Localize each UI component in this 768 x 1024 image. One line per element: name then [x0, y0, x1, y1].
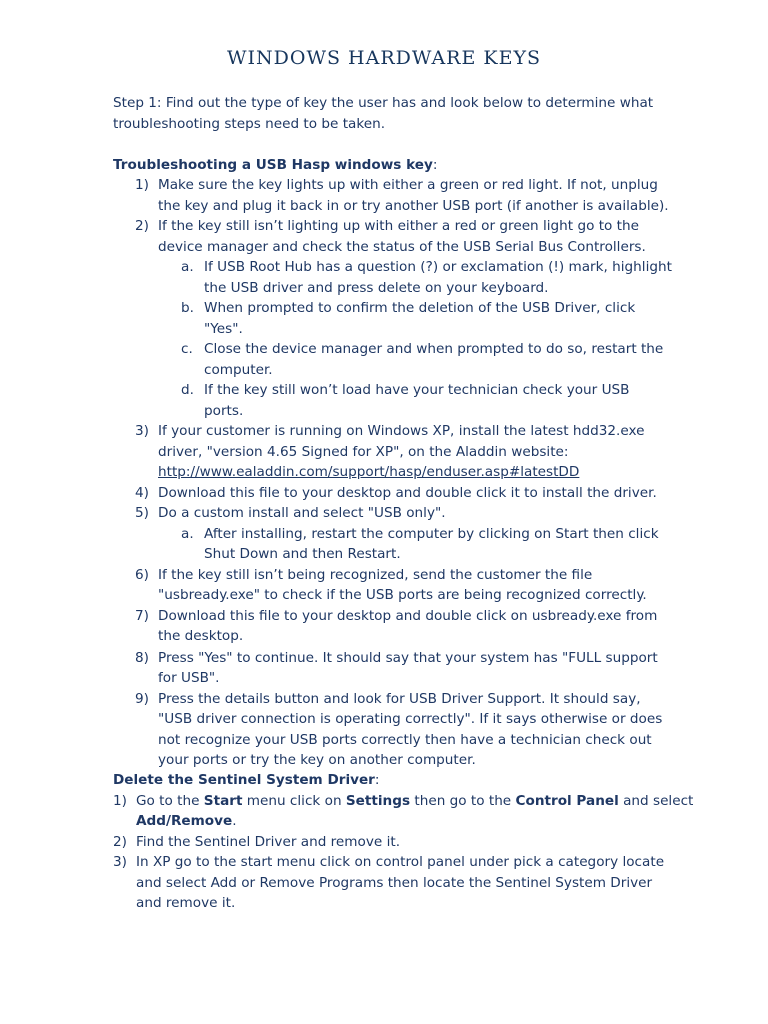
text-run: .	[232, 813, 237, 829]
list-item-text: Find the Sentinel Driver and remove it.	[136, 834, 401, 850]
usb-heading-text: Troubleshooting a USB Hasp windows key	[113, 157, 433, 173]
add-remove-term: Add/Remove	[136, 813, 233, 829]
list-item-text: the key and plug it back in or try another USB port (if another is available).	[158, 198, 669, 214]
sentinel-section-heading	[113, 770, 379, 790]
list-item-text: In XP go to the start menu click on control panel under pick a category locate	[136, 854, 665, 870]
list-number: 1)	[113, 793, 127, 809]
list-number: 6)	[135, 567, 149, 583]
intro-line-2: troubleshooting steps need to be taken.	[113, 116, 386, 132]
text-run: menu click on	[242, 793, 346, 809]
text-run: and select	[618, 793, 694, 809]
page-title: WINDOWS HARDWARE KEYS	[226, 47, 542, 69]
sublist-item-text: the USB driver and press delete on your keyboard.	[204, 280, 549, 296]
sublist-item-text: After installing, restart the computer by clicking on Start then click	[204, 526, 659, 542]
text-run: then go to the	[410, 793, 516, 809]
sentinel-heading-text: Delete the Sentinel System Driver	[113, 772, 375, 788]
usb-heading-colon: :	[432, 157, 438, 173]
settings-term: Settings	[345, 793, 411, 809]
sublist-letter: d.	[181, 382, 194, 398]
intro-line-1: Step 1: Find out the type of key the user has and look below to determine what	[113, 95, 654, 111]
sublist-letter: a.	[181, 259, 194, 275]
list-item-text: Do a custom install and select "USB only".	[158, 505, 446, 521]
list-number: 7)	[135, 608, 149, 624]
list-item-text: for USB".	[158, 670, 220, 686]
list-item-text: If your customer is running on Windows XP, install the latest hdd32.exe	[158, 423, 645, 439]
list-item-text: and select Add or Remove Programs then locate the Sentinel System Driver	[136, 875, 653, 891]
list-item-text: "USB driver connection is operating correctly". If it says otherwise or does	[158, 711, 663, 727]
list-item-text: device manager and check the status of the USB Serial Bus Controllers.	[158, 239, 646, 255]
list-item-text: not recognize your USB ports correctly then have a technician check out	[158, 732, 652, 748]
sublist-item-text: If the key still won’t load have your technician check your USB	[204, 382, 630, 398]
start-menu-term: Start	[203, 793, 243, 809]
sublist-item-text: Shut Down and then Restart.	[204, 546, 401, 562]
sublist-letter: c.	[181, 341, 193, 357]
list-item-text: Download this file to your desktop and double click it to install the driver.	[158, 485, 657, 501]
list-item-text: Download this file to your desktop and double click on usbready.exe from	[158, 608, 658, 624]
list-item-text: your ports or try the key on another computer.	[158, 752, 476, 768]
sublist-letter: b.	[181, 300, 194, 316]
list-number: 9)	[135, 691, 149, 707]
list-item-text: and remove it.	[136, 895, 236, 911]
list-item-text: Press the details button and look for USB Driver Support. It should say,	[158, 691, 641, 707]
list-number: 3)	[135, 423, 149, 439]
list-item-text: Press "Yes" to continue. It should say that your system has "FULL support	[158, 650, 658, 666]
list-number: 4)	[135, 485, 149, 501]
list-item-text: If the key still isn’t lighting up with either a red or green light go to the	[158, 218, 639, 234]
list-item-text: the desktop.	[158, 628, 244, 644]
list-number: 3)	[113, 854, 127, 870]
list-number: 2)	[135, 218, 149, 234]
text-run: Go to the	[136, 793, 204, 809]
sublist-item-text: computer.	[204, 362, 273, 378]
sentinel-heading-colon: :	[374, 772, 380, 788]
list-item-text: driver, "version 4.65 Signed for XP", on the Aladdin website:	[158, 444, 569, 460]
list-number: 8)	[135, 650, 149, 666]
list-item-text: "usbready.exe" to check if the USB ports are being recognized correctly.	[158, 587, 647, 603]
sublist-item-text: When prompted to confirm the deletion of the USB Driver, click	[204, 300, 636, 316]
usb-section-heading	[113, 155, 437, 175]
list-number: 1)	[135, 177, 149, 193]
control-panel-term: Control Panel	[515, 793, 619, 809]
sublist-item-text: If USB Root Hub has a question (?) or exclamation (!) mark, highlight	[204, 259, 672, 275]
list-number: 2)	[113, 834, 127, 850]
aladdin-website-link[interactable]: http://www.ealaddin.com/support/hasp/enduser.asp#latestDD	[158, 464, 580, 480]
sublist-item-text: Close the device manager and when prompted to do so, restart the	[204, 341, 664, 357]
sublist-letter: a.	[181, 526, 194, 542]
sublist-item-text: ports.	[204, 403, 244, 419]
list-item-text: Make sure the key lights up with either a green or red light. If not, unplug	[158, 177, 658, 193]
sublist-item-text: "Yes".	[204, 321, 243, 337]
list-item-text	[136, 811, 237, 831]
list-item-text	[136, 791, 693, 811]
list-item-text: If the key still isn’t being recognized, send the customer the file	[158, 567, 593, 583]
list-number: 5)	[135, 505, 149, 521]
